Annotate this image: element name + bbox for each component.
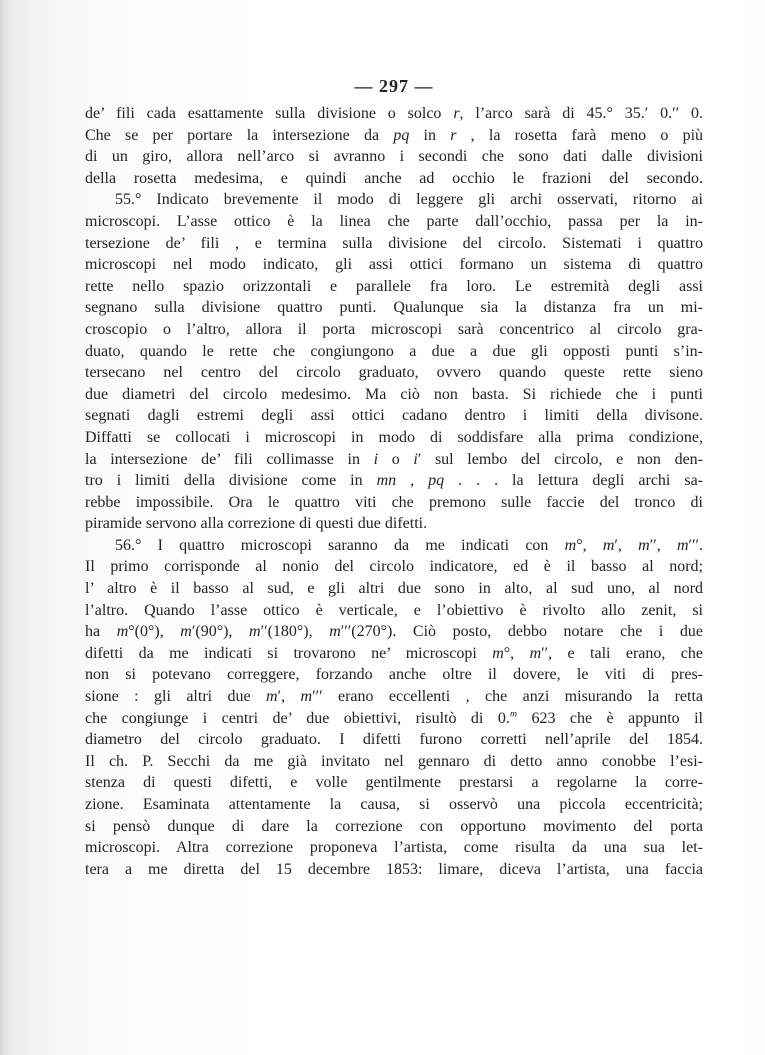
text-line: segnati dagli estremi degli assi ottici cadano dentro i limiti della divisone.: [85, 407, 703, 425]
paragraph: [85, 103, 703, 189]
paragraph: [85, 189, 703, 535]
text-line: tera a me diretta del 15 decembre 1853: limare, diceva l’artista, una faccia: [85, 860, 703, 878]
paragraph: [85, 535, 703, 881]
text-line: de’ fili cada esattamente sulla divisione o solco r, l’arco sarà di 45.° 35.′ 0.′′ 0.: [85, 105, 704, 122]
text-line: della rosetta medesima, e quindi anche ad occhio le frazioni del secondo.: [85, 169, 703, 187]
text-line: Che se per portare la intersezione da pq in r , la rosetta farà meno o più: [85, 126, 704, 144]
text-line: si pensò dunque di dare la correzione con opportuno movimento del porta: [85, 817, 703, 835]
text-line: stenza di questi difetti, e volle gentilmente prestarsi a regolarne la corre-: [85, 774, 703, 792]
text-line: che congiunge i centri de’ due obiettivi, risultò di 0.$^m$ 623 che è appunto il: [85, 708, 703, 727]
page-text: [85, 103, 703, 880]
text-line: Il ch. P. Secchi da me già invitato nel gennaro di detto anno conobbe l’esi-: [85, 752, 703, 770]
text-line: microscopi. L’asse ottico è la linea che parte dall’occhio, passa per la in-: [85, 212, 703, 230]
text-line: Diffatti se collocati i microscopi in modo di soddisfare alla prima condizione,: [85, 428, 703, 446]
text-line: non si potevano correggere, forzando anche oltre il dovere, le viti di pres-: [85, 666, 703, 684]
text-line: rette nello spazio orizzontali e parallele fra loro. Le estremità degli assi: [85, 277, 703, 295]
text-line: l’ altro è il basso al sud, e gli altri due sono in alto, al sud uno, al nord: [85, 580, 703, 598]
text-line: microscopi. Altra correzione proponeva l’artista, come risulta da una sua let-: [85, 839, 703, 857]
text-line: la intersezione de’ fili collimasse in i o i′ sul lembo del circolo, e non den-: [85, 450, 703, 468]
text-line: di un giro, allora nell’arco si avranno i secondi che sono dati dalle divisioni: [85, 148, 703, 166]
text-line: due diametri del circolo medesimo. Ma ciò non basta. Si richiede che i punti: [85, 385, 703, 403]
text-line: tersecano nel centro del circolo graduato, ovvero quando queste rette sieno: [85, 364, 703, 382]
text-line: microscopi nel modo indicato, gli assi ottici formano un sistema di quattro: [85, 256, 703, 274]
text-line: duato, quando le rette che congiungono a due a due gli opposti punti s’in-: [85, 342, 703, 360]
text-line: tersezione de’ fili , e termina sulla divisione del circolo. Sistemati i quattro: [85, 234, 703, 252]
text-line: ha m°(0°), m′(90°), m′′(180°), m′′′(270°). Ciò posto, debbo notare che i due: [85, 623, 704, 641]
text-line: sione : gli altri due m′, m′′′ erano eccellenti , che anzi misurando la retta: [85, 688, 704, 706]
text-line: piramide servono alla correzione di questi due difetti.: [85, 515, 428, 533]
text-line: segnano sulla divisione quattro punti. Qualunque sia la distanza fra un mi-: [85, 299, 703, 317]
text-line: diametro del circolo graduato. I difetti furono corretti nell’aprile del 1854.: [85, 731, 703, 749]
text-line: Il primo corrisponde al nonio del circolo indicatore, ed è il basso al nord;: [85, 558, 703, 576]
text-line: rebbe impossibile. Ora le quattro viti che premono sulle faccie del tronco di: [85, 493, 703, 511]
text-line: 55.° Indicato brevemente il modo di leggere gli archi osservati, ritorno ai: [115, 191, 703, 209]
text-line: croscopio o l’altro, allora il porta microscopi sarà concentrico al circolo gra-: [85, 320, 703, 338]
text-line: tro i limiti della divisione come in mn , pq . . . la lettura degli archi sa-: [85, 472, 704, 490]
text-line: zione. Esaminata attentamente la causa, si osservò una piccola eccentricità;: [85, 796, 703, 813]
text-line: difetti da me indicati si trovarono ne’ microscopi m°, m′′, e tali erano, che: [85, 644, 703, 662]
text-line: l’altro. Quando l’asse ottico è verticale, e l’obiettivo è rivolto allo zenit, si: [85, 601, 703, 619]
page-number: — 297 —: [354, 76, 434, 96]
text-line: 56.° I quattro microscopi saranno da me indicati con m°, m′, m′′, m′′′.: [115, 536, 704, 554]
